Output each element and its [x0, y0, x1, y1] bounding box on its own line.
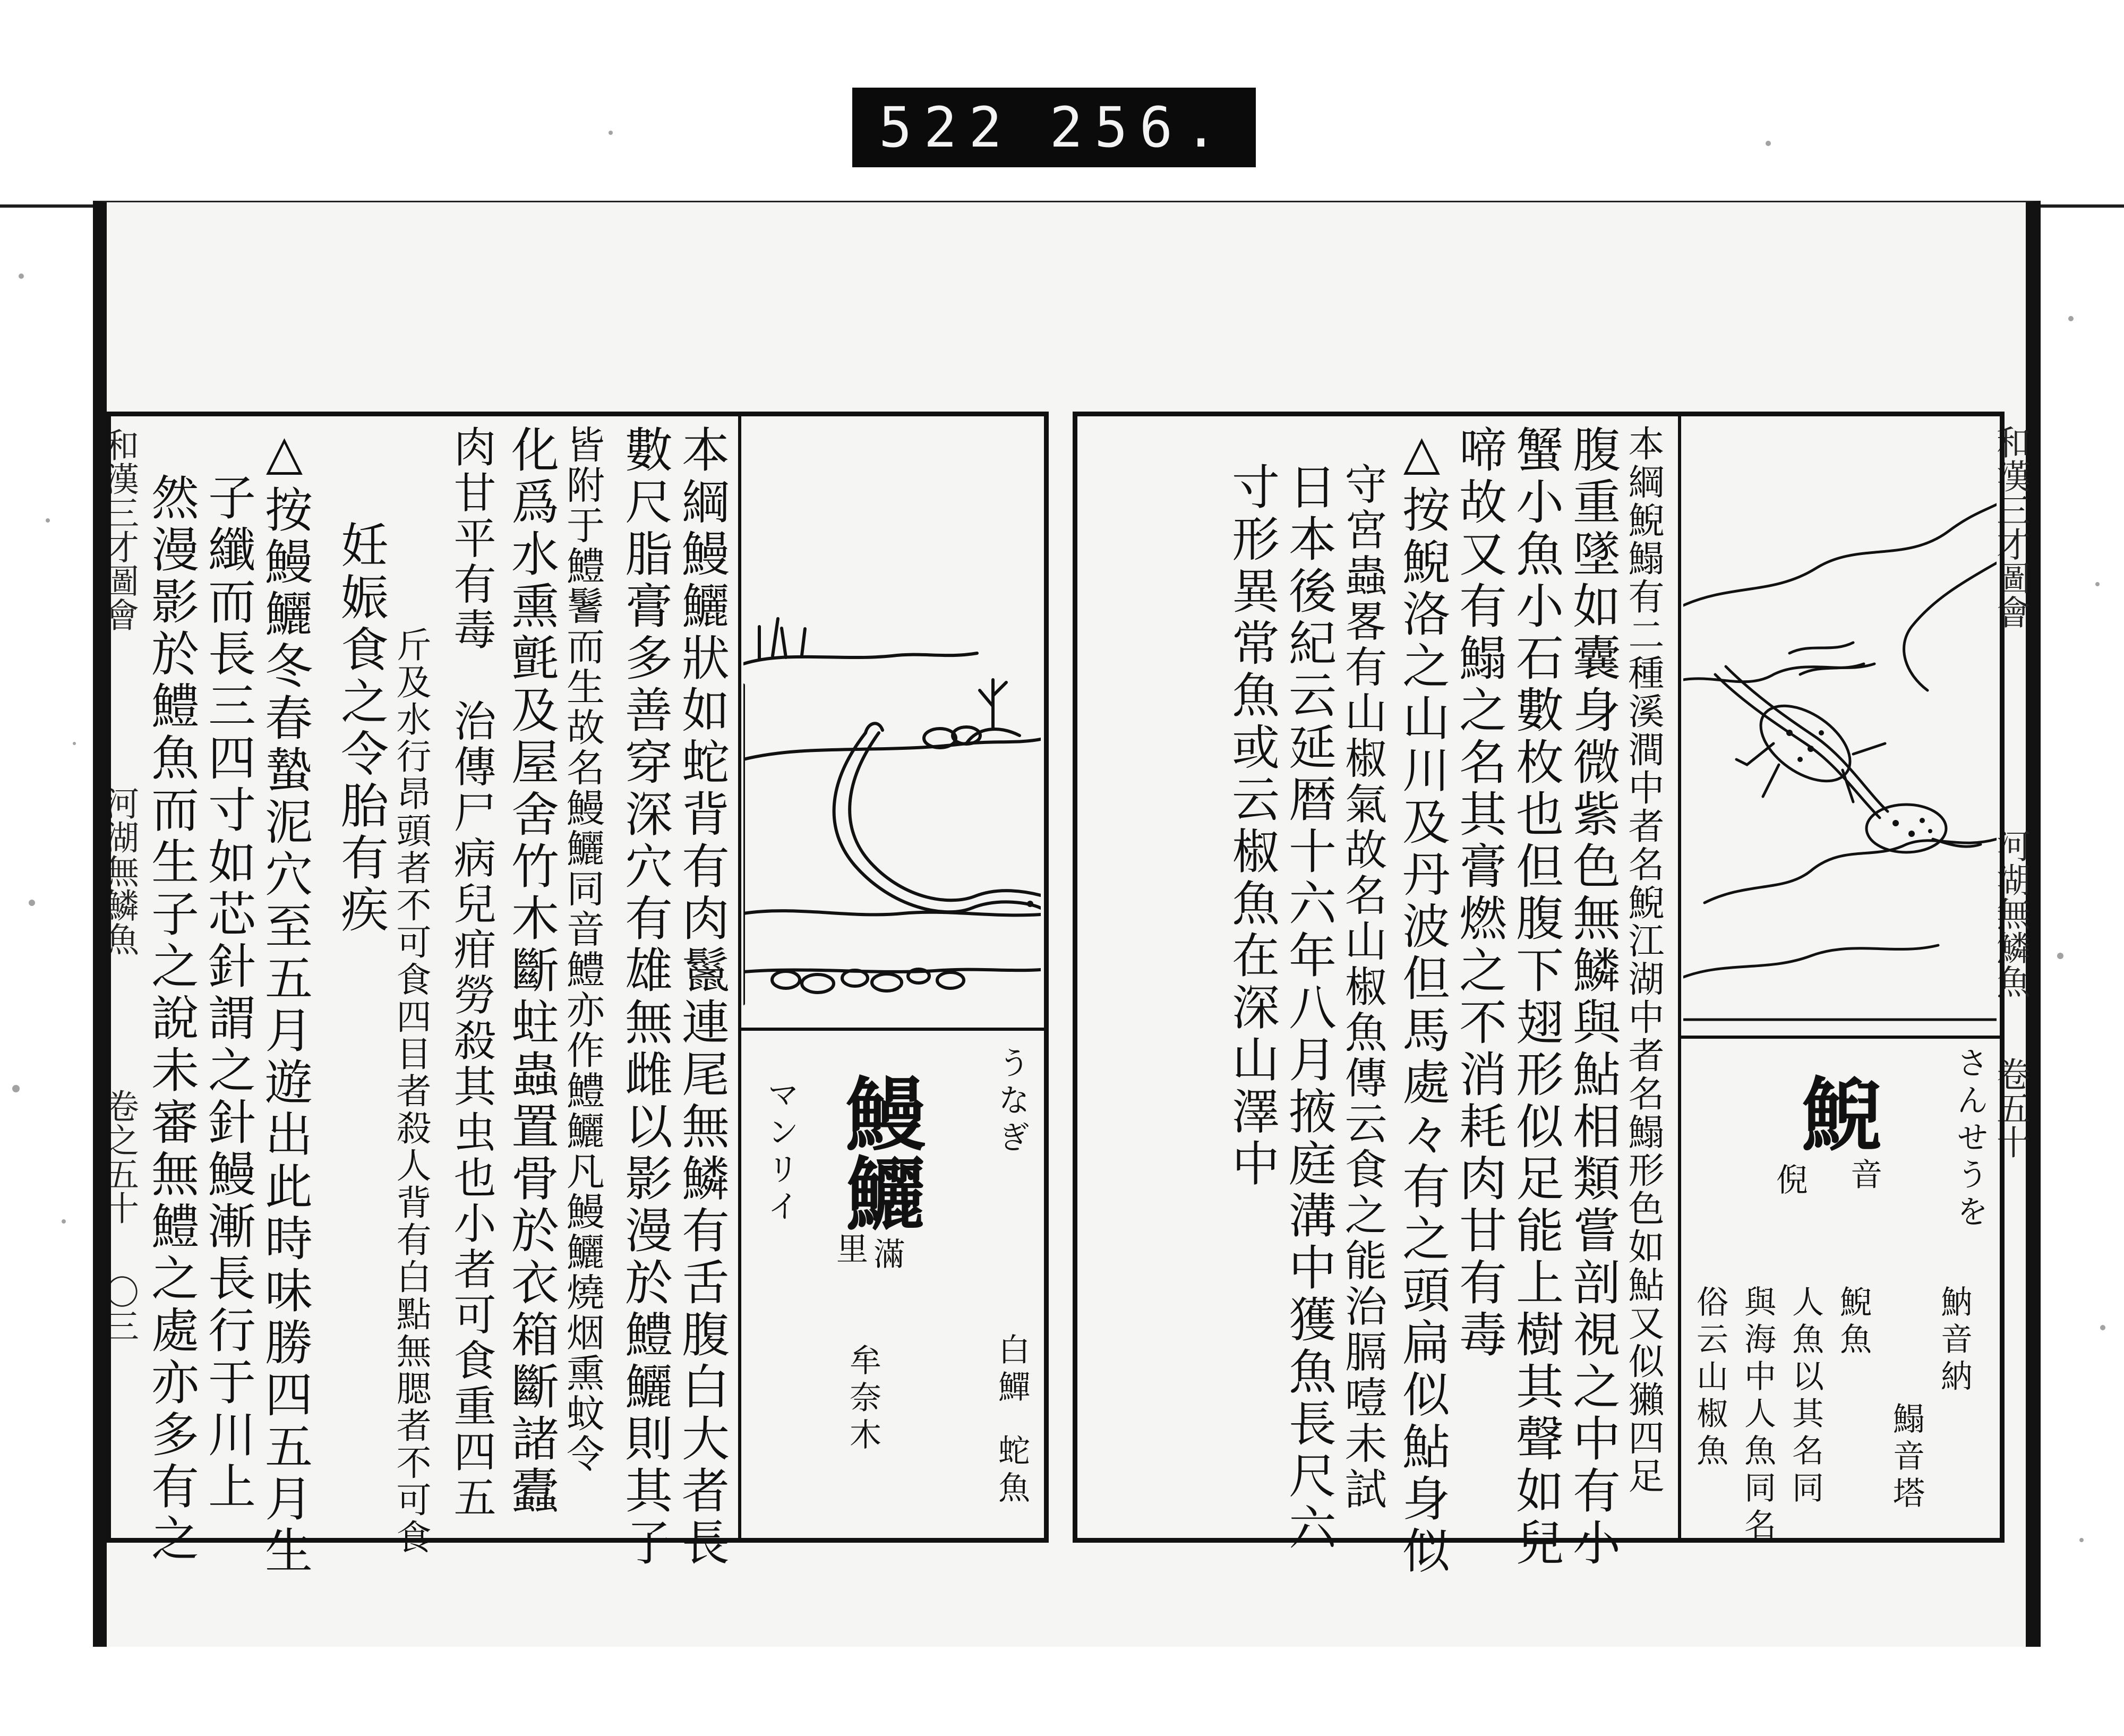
eel-illustration: [743, 600, 1041, 1009]
right-margin-section: 河湖無鱗魚: [1991, 828, 2030, 998]
catalog-number-right: 256.: [1049, 95, 1229, 160]
salamander-body-column-4: 啼故又有鰨之名其膏燃之不消耗肉甘有毒: [1451, 425, 1506, 1362]
eel-body-column-6: 斤及水行昂頭者不可食四目者殺人背有白點無腮者不可食: [390, 627, 431, 1556]
eel-alias-1: 白鱓: [993, 1333, 1030, 1407]
salamander-synonym-6: 俗云山椒魚: [1691, 1285, 1728, 1471]
right-margin-volume: 卷五十: [1991, 1057, 2030, 1159]
salamander-body-column-2: 腹重墜如囊身微紫色無鱗與鮎相類嘗剖視之中有小: [1564, 425, 1620, 1570]
salamander-illustration: [1683, 425, 1997, 1030]
salamander-synonym-2: 鰨音塔: [1888, 1402, 1925, 1513]
eel-body-column-10: 然漫影於鱧魚而生子之說未審無鱧之處亦多有之: [143, 473, 199, 1566]
salamander-body-column-3: 蟹小魚小石數枚也但腹下翅形似足能上樹其聲如兒: [1508, 425, 1563, 1570]
salamander-synonym-1: 魶音納: [1935, 1285, 1973, 1397]
eel-kana-reading: うなぎ: [993, 1046, 1030, 1158]
eel-reading-1: 滿: [868, 1237, 905, 1275]
left-margin-page: 〇三: [99, 1275, 139, 1342]
salamander-reading-1: 音: [1845, 1158, 1882, 1195]
salamander-synonym-3: 鯢魚: [1835, 1285, 1872, 1359]
eel-alias-2: 蛇魚: [993, 1434, 1030, 1508]
salamander-synonym-5: 與海中人魚同名: [1739, 1285, 1776, 1545]
salamander-reading-2: 倪: [1771, 1163, 1808, 1200]
eel-body-column-1: 本綱鰻鱺狀如蛇背有肉鬣連尾無鱗有舌腹白大者長: [673, 425, 729, 1570]
salamander-body-column-7: 日本後紀云延暦十六年八月掖庭溝中獲魚長尺六: [1280, 462, 1336, 1555]
eel-reading-2: 里: [831, 1232, 868, 1269]
left-margin-section: 河湖無鱗魚: [99, 786, 139, 956]
catalog-number-left: 522: [879, 95, 1014, 160]
right-panel-divider: [1678, 414, 1681, 1540]
salamander-entry-name: 鯢: [1788, 1073, 1881, 1152]
salamander-body-column-8: 寸形異常魚或云椒魚在深山澤中: [1223, 462, 1279, 1191]
left-illustration-divider: [741, 1028, 1044, 1031]
right-margin-book-title: 和漢三才圖會: [1991, 425, 2030, 629]
eel-body-column-3: 皆附于鱧鬐而生故名鰻鱺同音鱧亦作鱧鱺凡鰻鱺燒烟熏蚊令: [560, 425, 605, 1474]
eel-body-column-5: 肉甘平有毒 治傳尸病兒疳勞殺其虫也小者可食重四五: [447, 425, 496, 1521]
left-margin-book-title: 和漢三才圖會: [99, 427, 139, 631]
salamander-kana-reading: さんせうを: [1951, 1046, 1989, 1232]
eel-body-column-7: 妊娠食之令胎有疾: [332, 520, 388, 937]
left-margin-volume: 卷之五十: [99, 1089, 139, 1225]
salamander-body-column-5: △按鯢洛之山川及丹波但馬處々有之頭扁似鮎身似: [1394, 425, 1450, 1578]
eel-entry-name: 鰻鱺: [832, 1073, 926, 1232]
left-panel-divider: [738, 414, 741, 1540]
eel-wamyo: 牟奈木: [844, 1344, 881, 1455]
eel-body-column-8: △按鰻鱺冬春蟄泥穴至五月遊出此時味勝四五月生: [256, 425, 312, 1578]
salamander-body-column-6: 守宮蟲畧有山椒氣故名山椒魚傳云食之能治膈噎未試: [1338, 462, 1387, 1512]
catalog-tag: [852, 88, 1256, 167]
right-illustration-divider: [1681, 1036, 2000, 1039]
eel-body-column-9: 子纖而長三四寸如芯針謂之針鰻漸長行于川上: [200, 473, 255, 1513]
eel-katakana: マンリイ: [762, 1078, 799, 1227]
salamander-synonym-4: 人魚以其名同: [1787, 1285, 1824, 1508]
eel-body-column-2: 數尺脂膏多善穿深穴有雄無雌以影漫於鱧鱺則其子: [616, 425, 672, 1570]
eel-body-column-4: 化爲水熏氈及屋舍竹木斷蛀蟲置骨於衣箱斷諸蠹: [503, 425, 559, 1518]
salamander-body-column-1: 本綱鯢鰨有二種溪澗中者名鯢江湖中者名鰨形色如鮎又似獺四足: [1622, 425, 1664, 1495]
